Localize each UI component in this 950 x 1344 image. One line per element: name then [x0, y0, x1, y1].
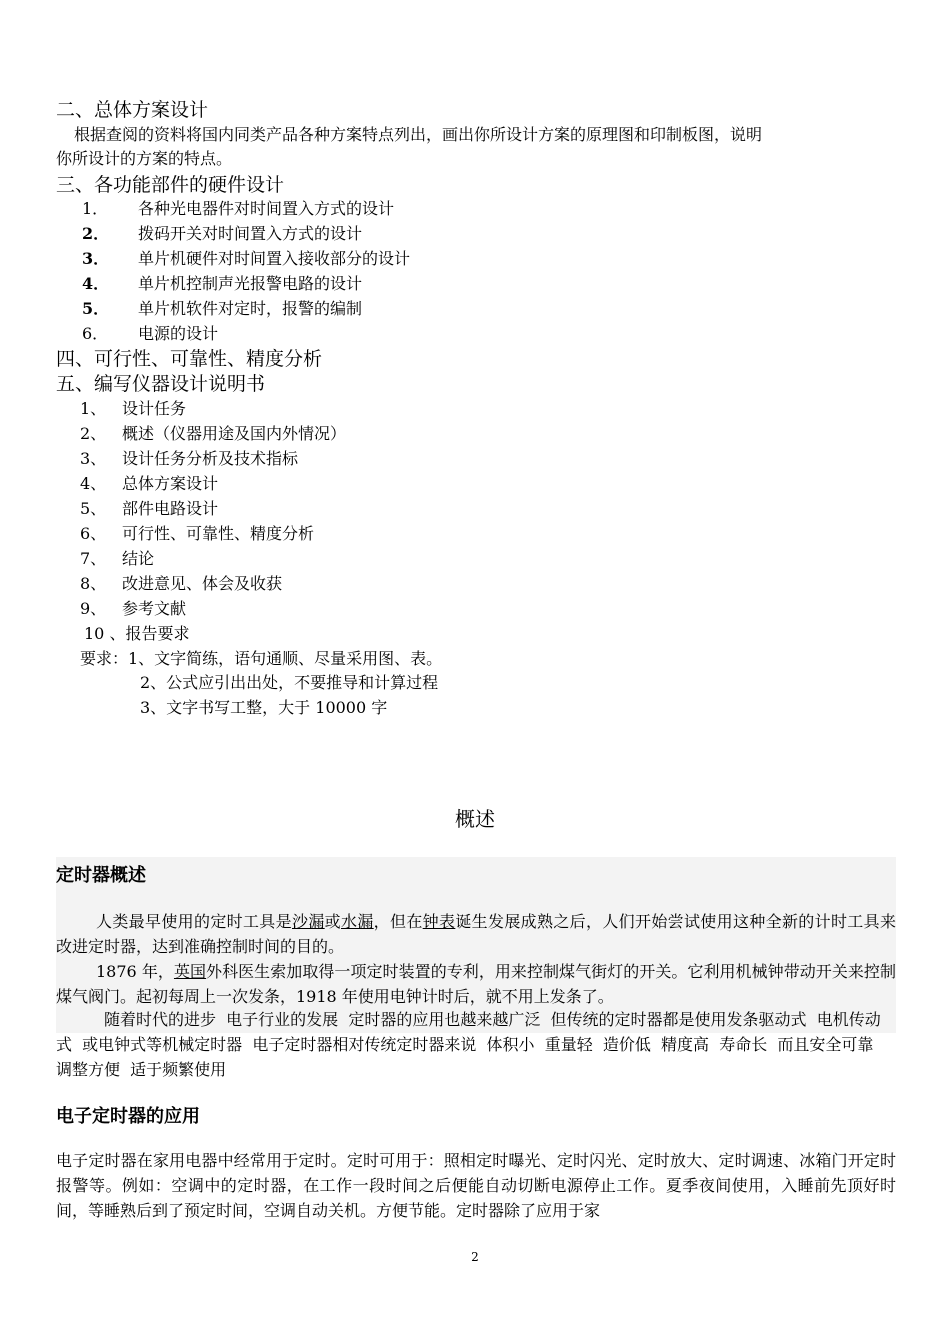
- list-item-text: 单片机硬件对时间置入接收部分的设计: [138, 249, 411, 268]
- list-item-number: 3、: [80, 449, 107, 468]
- list-item-number: 5．: [82, 299, 110, 318]
- link-yingguo[interactable]: 英国: [173, 962, 207, 981]
- paragraph-1: [56, 909, 896, 959]
- paragraph-text: 外科医生索加取得一项定时装置的专利，用来控制煤气街灯的开关。它利用机械钟带动开关来控制煤气阀门。起初每周上一次发条，1918 年使用电钟计时后，就不用上发条了。: [56, 962, 896, 1006]
- list-item: [82, 271, 363, 294]
- list-item: [80, 571, 283, 594]
- list-item-number: 1、: [80, 399, 107, 418]
- paragraph-text: 或: [324, 912, 341, 931]
- list-item-number: 6、: [80, 524, 107, 543]
- list-item-number: 2、: [80, 424, 107, 443]
- section2-title: 二、总体方案设计: [56, 99, 209, 121]
- list-item-text: 参考文献: [122, 599, 187, 618]
- list-item: [80, 546, 155, 569]
- list-item-number: 3．: [82, 249, 110, 268]
- list-item-text: 拨码开关对时间置入方式的设计: [138, 224, 363, 243]
- list-item: [82, 321, 219, 344]
- paragraph-2: [56, 959, 896, 1009]
- list-item-text: 可行性、可靠性、精度分析: [122, 524, 315, 543]
- subsection-title-applications: 电子定时器的应用: [56, 1106, 200, 1127]
- list-item: [82, 196, 395, 219]
- section2-text-line1: 根据查阅的资料将国内同类产品各种方案特点列出，画出你所设计方案的原理图和印制板图，说明: [74, 125, 763, 144]
- list-item-text: 设计任务分析及技术指标: [122, 449, 299, 468]
- list-item-10: 10 、报告要求: [84, 624, 190, 643]
- list-item-text: 单片机控制声光报警电路的设计: [138, 274, 363, 293]
- list-item: [80, 446, 299, 469]
- list-item-number: 8、: [80, 574, 107, 593]
- list-item-text: 设计任务: [122, 399, 187, 418]
- paragraph-text: ，但在: [373, 912, 423, 931]
- list-item: [80, 521, 315, 544]
- list-item-number: 6．: [82, 324, 109, 343]
- list-item-text: 改进意见、体会及收获: [122, 574, 283, 593]
- list-item-text: 电源的设计: [138, 324, 219, 343]
- paragraph-applications: 电子定时器在家用电器中经常用于定时。定时可用于：照相定时曝光、定时闪光、定时放大、定时调速、冰箱门开定时报警等。例如：空调中的定时器，在工作一段时间之后便能自动切断电源停止工作。夏季夜间使用，入睡前先顶好时间，等睡熟后到了预定时间，空调自动关机。方便节能。定时器除了应用于家: [56, 1151, 896, 1220]
- list-item-number: 4．: [82, 274, 110, 293]
- section3-title: 三、各功能部件的硬件设计: [56, 174, 285, 196]
- list-item-number: 5、: [80, 499, 107, 518]
- section2-text-line2: 你所设计的方案的特点。: [56, 149, 233, 168]
- list-item-text: 概述（仪器用途及国内外情况）: [122, 424, 347, 443]
- subsection-title-timer-overview: 定时器概述: [56, 865, 146, 886]
- paragraph-text: 诞生发展成熟之后，人们开始尝试使用这种全新的计时工具来改进定时器，达到准确控制时间的目的。: [56, 912, 896, 956]
- section4-title: 四、可行性、可靠性、精度分析: [56, 348, 323, 370]
- list-item: [80, 596, 187, 619]
- list-item-text: 单片机软件对定时，报警的编制: [138, 299, 363, 318]
- list-item: [82, 221, 363, 244]
- list-item-number: 7、: [80, 549, 107, 568]
- list-item-text: 总体方案设计: [122, 474, 219, 493]
- requirement-line3: 3、文字书写工整，大于 10000 字: [140, 698, 388, 717]
- paragraph-3: 随着时代的进步 电子行业的发展 定时器的应用也越来越广泛 但传统的定时器都是使用发条驱动式 电机传动式 或电钟式等机械定时器 电子定时器相对传统定时器来说 体积小 重量轻 造价低 精度高 寿命长 而且安全可靠 调整方便 适于频繁使用: [56, 1010, 884, 1079]
- list-item: [82, 246, 411, 269]
- list-item-number: 9、: [80, 599, 107, 618]
- paragraph-text: 1876 年，: [96, 962, 174, 981]
- list-item: [80, 421, 347, 444]
- page-number: 2: [471, 1250, 479, 1264]
- list-item-text: 部件电路设计: [122, 499, 219, 518]
- overview-title: 概述: [455, 807, 495, 831]
- list-item-text: 结论: [122, 549, 155, 568]
- section5-title: 五、编写仪器设计说明书: [56, 373, 266, 395]
- list-item-number: 2．: [82, 224, 110, 243]
- list-item: [80, 396, 187, 419]
- link-shalou[interactable]: 沙漏: [291, 912, 325, 931]
- list-item: [80, 496, 219, 519]
- link-shuilou[interactable]: 水漏: [341, 912, 374, 931]
- requirement-line2: 2、公式应引出出处，不要推导和计算过程: [140, 673, 439, 692]
- link-zhongbiao[interactable]: 钟表: [422, 912, 456, 931]
- paragraph-text: 人类最早使用的定时工具是: [96, 912, 292, 931]
- list-item: [80, 471, 219, 494]
- list-item-number: 4、: [80, 474, 107, 493]
- list-item-text: 各种光电器件对时间置入方式的设计: [138, 199, 395, 218]
- list-item-number: 1．: [82, 199, 109, 218]
- requirement-line1: 要求：1、文字简练，语句通顺、尽量采用图、表。: [80, 649, 443, 668]
- list-item: [82, 296, 363, 319]
